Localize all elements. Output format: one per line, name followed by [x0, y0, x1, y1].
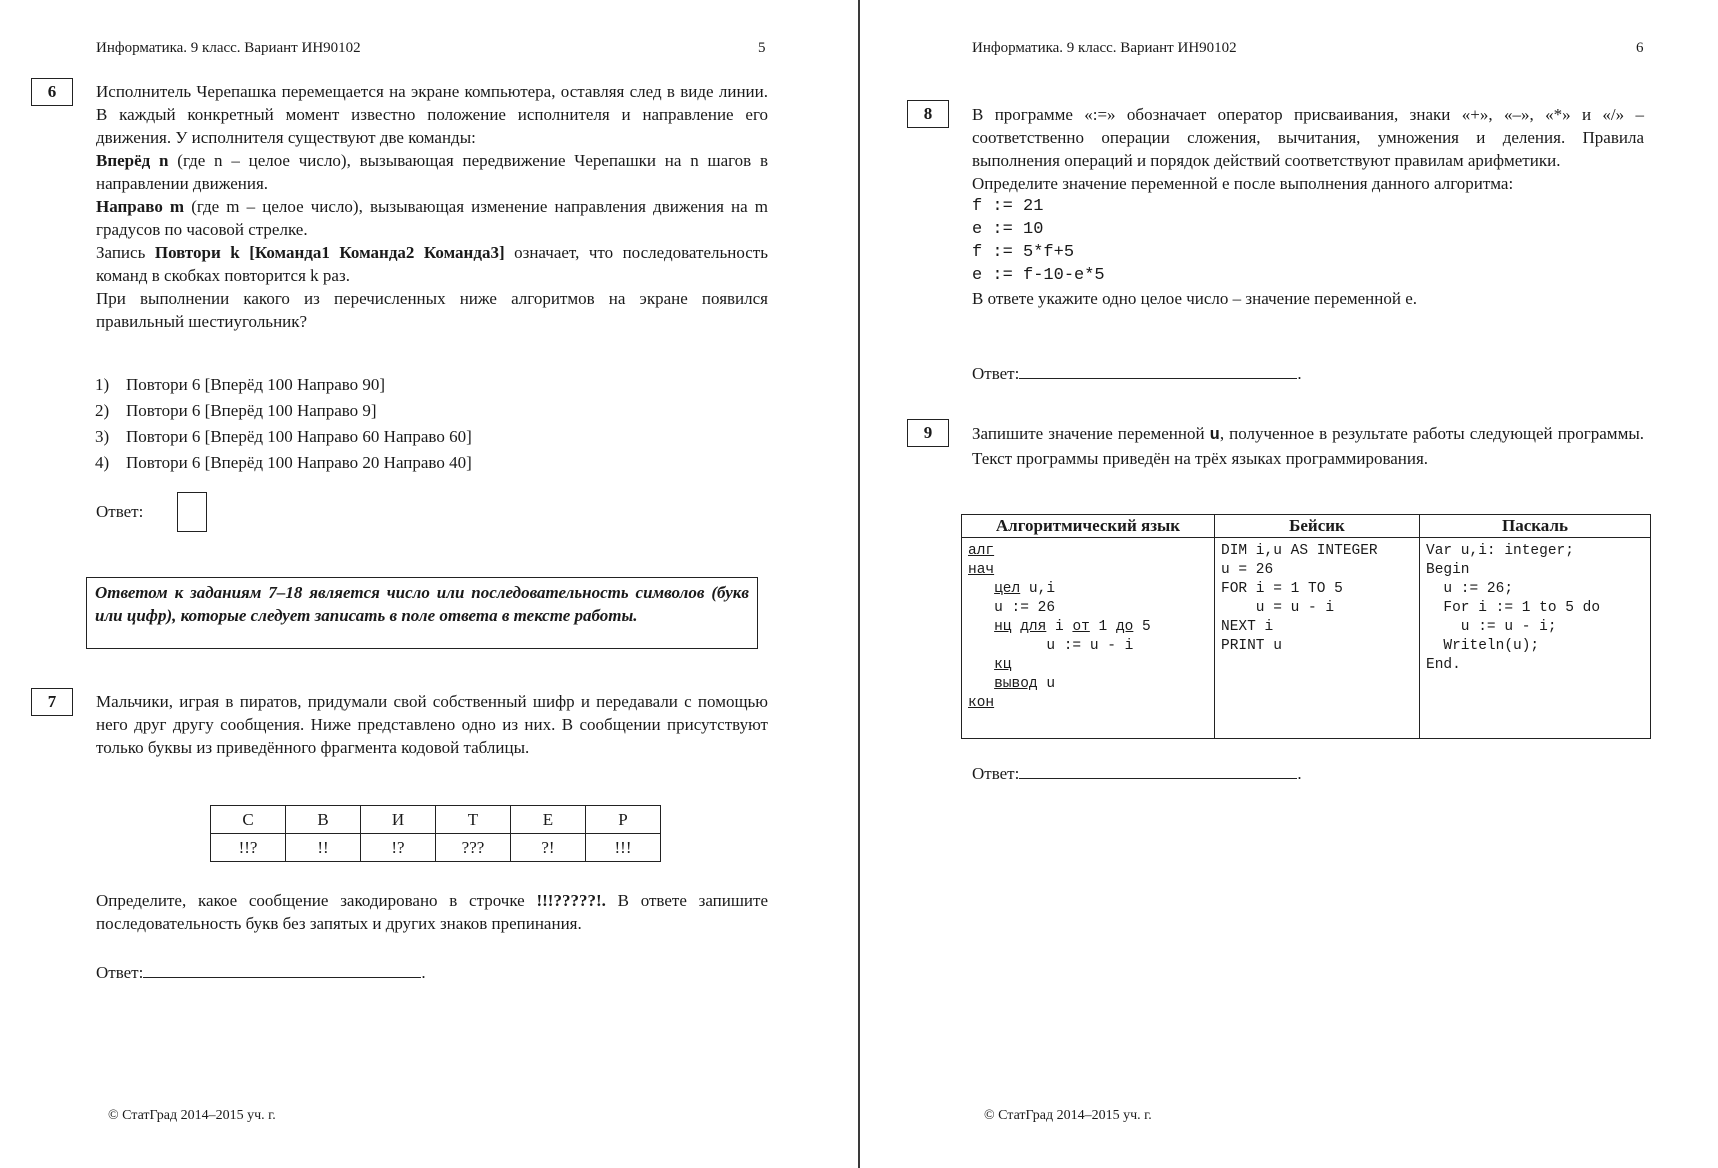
codes-row	[211, 834, 661, 862]
table-cell: Е	[511, 806, 586, 834]
intro-text: Запишите значение переменной	[972, 424, 1210, 443]
code-line: e := f-10-e*5	[972, 266, 1105, 285]
code-line: Begin	[1426, 562, 1470, 578]
task6-question: При выполнении какого из перечисленных ниже алгоритмов на экране появился правильный шестиугольник?	[96, 289, 768, 331]
table-cell: ???	[436, 834, 511, 862]
code-line: u = 26	[1221, 562, 1274, 578]
answer-label: Ответ:	[972, 364, 1020, 383]
table-cell: И	[361, 806, 436, 834]
task6-text	[96, 80, 768, 333]
answer-field[interactable]	[1019, 762, 1297, 779]
task6-options	[95, 372, 472, 476]
task8-intro: В программе «:=» обозначает оператор присваивания, знаки «+», «–», «*» и «/» – соответственно операции сложения, вычитания, умножения и деления. Правила выполнения операций и порядок действий соответствуют правилам арифметики.	[972, 105, 1644, 170]
repeat-desc: означает, что последовательность команд в скобках повторится k раз.	[96, 243, 768, 285]
option-text: Повтори 6 [Вперёд 100 Направо 20 Направо 40]	[126, 453, 472, 472]
answer-label: Ответ:	[972, 764, 1020, 783]
page-header: Информатика. 9 класс. Вариант ИН90102	[972, 40, 1237, 56]
code-line: e := 10	[972, 220, 1044, 239]
program-table	[961, 514, 1651, 739]
answer-line	[96, 961, 426, 984]
repeat-name: Повтори k [Команда1 Команда2 Команда3]	[154, 243, 505, 262]
code-line: f := 21	[972, 197, 1044, 216]
code-text: u := u - i	[1046, 638, 1134, 654]
code-line: u := u - i;	[1426, 619, 1557, 635]
question-text: Определите, какое сообщение закодировано в строчке	[96, 891, 537, 910]
basic-code	[1215, 538, 1420, 739]
code-text: u := 26	[994, 600, 1056, 616]
option-number: 1)	[95, 375, 110, 394]
answer-label: Ответ:	[96, 963, 144, 982]
code-line: End.	[1426, 657, 1461, 673]
answer-end: .	[421, 963, 426, 982]
letters-row	[211, 806, 661, 834]
encoded-string: !!!?????!.	[536, 891, 606, 910]
code-line: FOR i = 1 TO 5	[1221, 581, 1343, 597]
cmd2-desc: (где m – целое число), вызывающая изменение направления движения на m градусов по часовой стрелке.	[96, 197, 768, 239]
answer-field[interactable]	[143, 961, 421, 978]
task-number: 9	[907, 419, 949, 447]
option-item	[95, 372, 472, 398]
page-footer: © СтатГрад 2014–2015 уч. г.	[984, 1108, 1152, 1123]
cmd1-name: Вперёд n	[96, 151, 169, 170]
page-number: 6	[1636, 40, 1644, 56]
answer-end: .	[1297, 764, 1302, 783]
pascal-code	[1420, 538, 1651, 739]
option-text: Повтори 6 [Вперёд 100 Направо 60 Направо 60]	[126, 427, 472, 446]
task8-text	[972, 103, 1644, 310]
task8-question: Определите значение переменной e после выполнения данного алгоритма:	[972, 174, 1514, 193]
answer-end: .	[1297, 364, 1302, 383]
table-cell: !!!	[586, 834, 661, 862]
table-cell: В	[286, 806, 361, 834]
code-line: u = u - i	[1221, 600, 1335, 616]
cmd1-desc: (где n – целое число), вызывающая передвижение Черепашки на n шагов в направлении движения.	[96, 151, 768, 193]
option-number: 3)	[95, 427, 110, 446]
task6-intro: Исполнитель Черепашка перемещается на экране компьютера, оставляя след в виде линии. В каждый конкретный момент известно положение исполнителя и направление его движения. У исполнителя существуют две команды:	[96, 82, 768, 147]
answer-field[interactable]	[1019, 362, 1297, 379]
option-item	[95, 450, 472, 476]
table-cell: Т	[436, 806, 511, 834]
code-line: u := 26;	[1426, 581, 1514, 597]
code-text: 1	[1089, 619, 1116, 635]
table-cell: С	[211, 806, 286, 834]
option-item	[95, 398, 472, 424]
code-text: u	[1037, 676, 1056, 692]
task8-instruction: В ответе укажите одно целое число – значение переменной e.	[972, 289, 1418, 308]
notice-box: Ответом к заданиям 7–18 является число или последовательность символов (букв или цифр), которые следует записать в поле ответа в тексте работы.	[86, 577, 758, 649]
keyword: нц	[994, 619, 1012, 635]
keyword: вывод	[994, 676, 1038, 692]
intro-text: , полученное в результате работы следующей программы. Текст программы приведён на трёх языках программирования.	[972, 424, 1644, 468]
option-number: 4)	[95, 453, 110, 472]
table-cell: !?	[361, 834, 436, 862]
task6-cmd1	[96, 149, 768, 195]
column-header: Алгоритмический язык	[962, 515, 1215, 538]
answer-line	[972, 762, 1302, 785]
answer-label: Ответ:	[96, 502, 144, 521]
option-text: Повтори 6 [Вперёд 100 Направо 90]	[126, 375, 386, 394]
variable-name: u	[1209, 426, 1220, 445]
task7-question	[96, 889, 768, 935]
question-text: В ответе запишите последовательность букв без запятых и других знаков препинания.	[96, 891, 769, 933]
task7-intro: Мальчики, играя в пиратов, придумали свой собственный шифр и передавали с помощью него друг другу сообщения. Ниже представлено одно из них. В сообщении присутствуют только буквы из приведённого фрагмента кодовой таблицы.	[96, 692, 768, 757]
answer-box[interactable]	[177, 492, 207, 532]
algo-code	[962, 538, 1215, 739]
option-number: 2)	[95, 401, 110, 420]
keyword: для	[1020, 619, 1047, 635]
task-number: 8	[907, 100, 949, 128]
task-number: 7	[31, 688, 73, 716]
code-text: 5	[1133, 619, 1151, 635]
table-cell: !!	[286, 834, 361, 862]
cmd2-name: Направо m	[96, 197, 185, 216]
table-header-row	[962, 515, 1651, 538]
code-line: PRINT u	[1221, 638, 1282, 654]
keyword: от	[1072, 619, 1090, 635]
code-line: Var u,i: integer;	[1426, 543, 1574, 559]
column-header: Паскаль	[1420, 515, 1651, 538]
answer-line	[972, 362, 1302, 385]
code-line: NEXT i	[1221, 619, 1274, 635]
repeat-pre: Запись	[96, 243, 155, 262]
keyword: алг	[968, 543, 995, 559]
code-line: f := 5*f+5	[972, 243, 1075, 262]
page-footer: © СтатГрад 2014–2015 уч. г.	[108, 1108, 276, 1123]
code-line: DIM i,u AS INTEGER	[1221, 543, 1378, 559]
code-table	[210, 805, 661, 862]
keyword: цел	[994, 581, 1021, 597]
table-cell: Р	[586, 806, 661, 834]
column-header: Бейсик	[1215, 515, 1420, 538]
keyword: кц	[994, 657, 1012, 673]
keyword: нач	[968, 562, 995, 578]
task-number: 6	[31, 78, 73, 106]
option-item	[95, 424, 472, 450]
task6-cmd2	[96, 195, 768, 241]
task9-intro	[972, 422, 1644, 470]
code-text: i	[1046, 619, 1073, 635]
table-row	[962, 538, 1651, 739]
code-text: u,i	[1020, 581, 1056, 597]
keyword: до	[1115, 619, 1134, 635]
page-header: Информатика. 9 класс. Вариант ИН90102	[96, 40, 361, 56]
table-cell: !!?	[211, 834, 286, 862]
option-text: Повтори 6 [Вперёд 100 Направо 9]	[126, 401, 377, 420]
code-line: For i := 1 to 5 do	[1426, 600, 1601, 616]
code-line: Writeln(u);	[1426, 638, 1540, 654]
keyword: кон	[968, 695, 995, 711]
left-page	[0, 0, 858, 1168]
table-cell: ?!	[511, 834, 586, 862]
task6-repeat	[96, 241, 768, 287]
page-number: 5	[758, 40, 766, 56]
